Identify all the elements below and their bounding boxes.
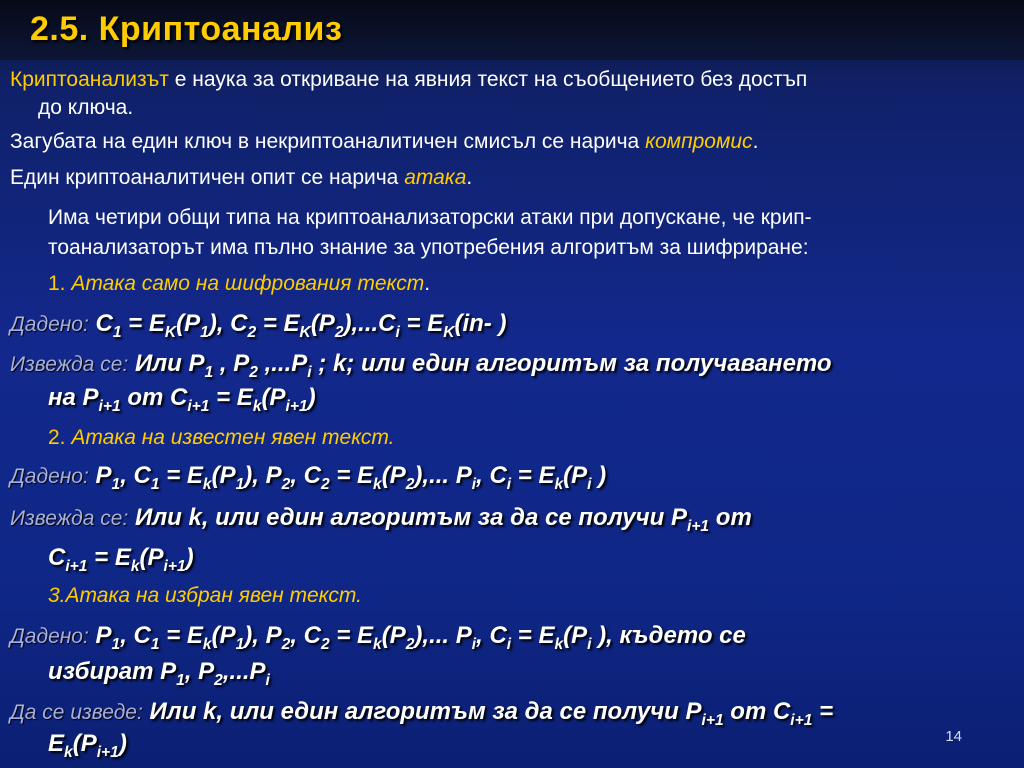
paragraph-compromise: [10, 130, 758, 154]
attack-3-given: [10, 622, 746, 654]
term-cryptanalysis: Криптоанализът: [10, 68, 169, 91]
attack-2-derive-formula-cont: $C_{i+1} = E_k(P_{i+1})$: [48, 544, 194, 575]
attack-2-heading: [48, 426, 394, 450]
attack-1-derive-formula-cont: на $P_{i+1}$ от $C_{i+1} = E_k(P_{i+1})$: [48, 384, 316, 415]
attack-3-title: 3.Атака на избран явен текст.: [48, 584, 362, 607]
attack-3-derive-formula: Или k, или един алгоритъм за да се получи $P_{i+1}$ от $C_{i+1}$ =: [142, 698, 834, 729]
attack-3-derive-cont: [48, 730, 127, 762]
attack-2-derive-cont: [48, 544, 194, 576]
attack-1-derive-formula: Или $P_1$ , $P_2$ $,...P_i$ ; k; или един алгоритъм за получаването: [128, 350, 832, 381]
attack-1-number: 1.: [48, 272, 66, 295]
label-derive: Извежда се:: [10, 507, 129, 530]
label-given: Дадено:: [10, 313, 89, 336]
attack-3-given-formula-cont: избират $P_1$, $P_2,...P_i$: [48, 658, 270, 689]
attack-1-derive-cont: [48, 384, 316, 416]
attack-2-derive: [10, 504, 752, 536]
attack-2-given: [10, 462, 606, 494]
attack-1-given: [10, 310, 506, 342]
term-compromise: компромис: [645, 130, 753, 153]
attack-3-given-formula: $P_1$, $C_1 = E_k(P_1)$, $P_2$, $C_2 = E_k(P_2)$,... $P_i$, $C_i = E_k(P_i$ ), където се: [88, 622, 746, 653]
attack-1-heading: [48, 272, 430, 296]
attack-2-title: Атака на известен явен текст.: [65, 426, 395, 449]
definition-text: е наука за откриване на явния текст на съобщението без достъп: [168, 68, 808, 91]
label-given: Дадено:: [10, 465, 89, 488]
slide-title: 2.5. Криптоанализ: [30, 10, 343, 48]
attack-3-derive: [10, 698, 833, 730]
attack-3-heading: [48, 584, 362, 608]
attack-text: Един криптоаналитичен опит се нарича: [10, 166, 405, 189]
attack-types-intro-1: Има четири общи типа на криптоанализаторски атаки при допускане, че крип-: [48, 206, 812, 229]
label-given: Дадено:: [10, 625, 89, 648]
attack-2-number: 2.: [48, 426, 66, 449]
period: .: [752, 130, 759, 153]
paragraph-definition-cont: до ключа.: [38, 96, 134, 119]
compromise-text: Загубата на един ключ в некриптоаналитичен смисъл се нарича: [10, 130, 646, 153]
page-number: 14: [945, 728, 962, 745]
attack-1-title: Атака само на шифрования текст: [65, 272, 425, 295]
attack-2-given-formula: $P_1$, $C_1 = E_k(P_1)$, $P_2$, $C_2 = E_k(P_2)$,... $P_i$, $C_i = E_k(P_i$ ): [88, 462, 607, 493]
attack-2-derive-formula: Или k, или един алгоритъм за да се получи $P_{i+1}$ от: [128, 504, 752, 535]
paragraph-attack: [10, 166, 472, 190]
title-bar: [0, 0, 1024, 60]
period: .: [466, 166, 473, 189]
label-derive-2: Да се изведе:: [10, 701, 143, 724]
attack-3-derive-formula-cont: $E_k(P_{i+1})$: [48, 730, 127, 761]
label-derive: Извежда се:: [10, 353, 129, 376]
period: .: [424, 272, 431, 295]
attack-1-given-formula: $C_1 = E_K(P_1)$, $C_2 = E_K(P_2),...C_i = E_K(in-$ ): [88, 310, 507, 341]
paragraph-definition: [10, 68, 807, 92]
attack-3-given-cont: [48, 658, 270, 690]
term-attack: атака: [404, 166, 467, 189]
attack-types-intro-2: тоанализаторът има пълно знание за употребения алгоритъм за шифриране:: [48, 236, 809, 259]
attack-1-derive: [10, 350, 832, 382]
